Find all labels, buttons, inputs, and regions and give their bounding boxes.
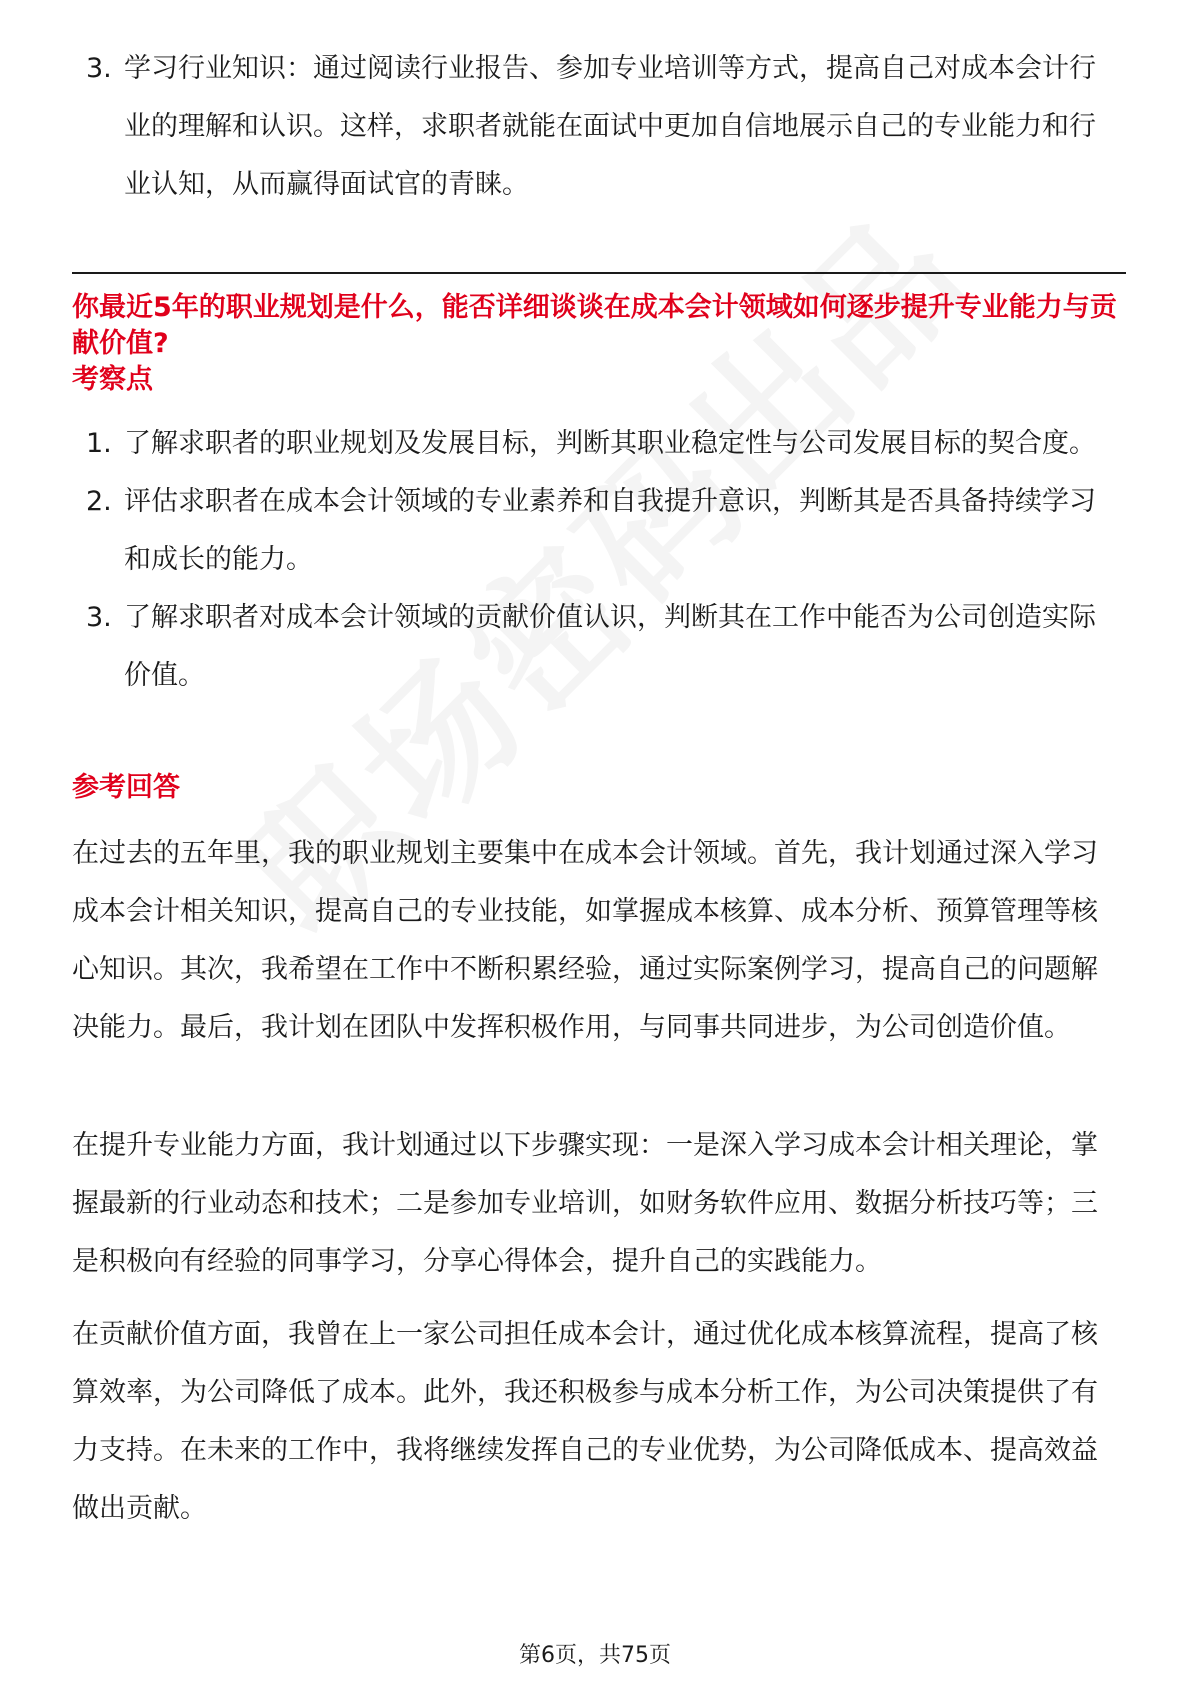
list-item bbox=[72, 589, 1122, 705]
answer-paragraph: 在提升专业能力方面，我计划通过以下步骤实现：一是深入学习成本会计相关理论，掌握最新的行业动态和技术；二是参加专业培训，如财务软件应用、数据分析技巧等；三是积极向有经验的同事学习，分享心得体会，提升自己的实践能力。 bbox=[72, 1130, 1098, 1277]
answer-paragraph: 在过去的五年里，我的职业规划主要集中在成本会计领域。首先，我计划通过深入学习成本会计相关知识，提高自己的专业技能，如掌握成本核算、成本分析、预算管理等核心知识。其次，我希望在工作中不断积累经验，通过实际案例学习，提高自己的问题解决能力。最后，我计划在团队中发挥积极作用，与同事共同进步，为公司创造价值。 bbox=[72, 838, 1098, 1043]
list-item-text: 评估求职者在成本会计领域的专业素养和自我提升意识，判断其是否具备持续学习和成长的能力。 bbox=[124, 486, 1096, 575]
page-number: 第6页，共75页 bbox=[519, 1643, 671, 1668]
focus-heading: 考察点 bbox=[72, 364, 153, 395]
list-item bbox=[72, 40, 1122, 214]
list-item-number: 3. bbox=[86, 53, 112, 84]
list-item-number: 2. bbox=[86, 486, 112, 517]
list-item-number: 3. bbox=[86, 602, 112, 633]
section-divider bbox=[72, 272, 1126, 274]
list-item-text: 了解求职者对成本会计领域的贡献价值认识，判断其在工作中能否为公司创造实际价值。 bbox=[124, 602, 1096, 691]
previous-list bbox=[72, 40, 1122, 214]
list-item-text: 了解求职者的职业规划及发展目标，判断其职业稳定性与公司发展目标的契合度。 bbox=[124, 428, 1096, 459]
list-item bbox=[72, 473, 1122, 589]
list-item-number: 1. bbox=[86, 428, 112, 459]
focus-list bbox=[72, 415, 1122, 705]
list-item-text: 学习行业知识：通过阅读行业报告、参加专业培训等方式，提高自己对成本会计行业的理解和认识。这样，求职者就能在面试中更加自信地展示自己的专业能力和行业认知，从而赢得面试官的青睐。 bbox=[124, 53, 1096, 200]
answer-heading: 参考回答 bbox=[72, 772, 180, 803]
interview-question: 你最近5年的职业规划是什么，能否详细谈谈在成本会计领域如何逐步提升专业能力与贡献价值? bbox=[72, 292, 1117, 359]
answer-paragraph: 在贡献价值方面，我曾在上一家公司担任成本会计，通过优化成本核算流程，提高了核算效率，为公司降低了成本。此外，我还积极参与成本分析工作，为公司决策提供了有力支持。在未来的工作中，我将继续发挥自己的专业优势，为公司降低成本、提高效益做出贡献。 bbox=[72, 1319, 1098, 1524]
list-item bbox=[72, 415, 1122, 473]
